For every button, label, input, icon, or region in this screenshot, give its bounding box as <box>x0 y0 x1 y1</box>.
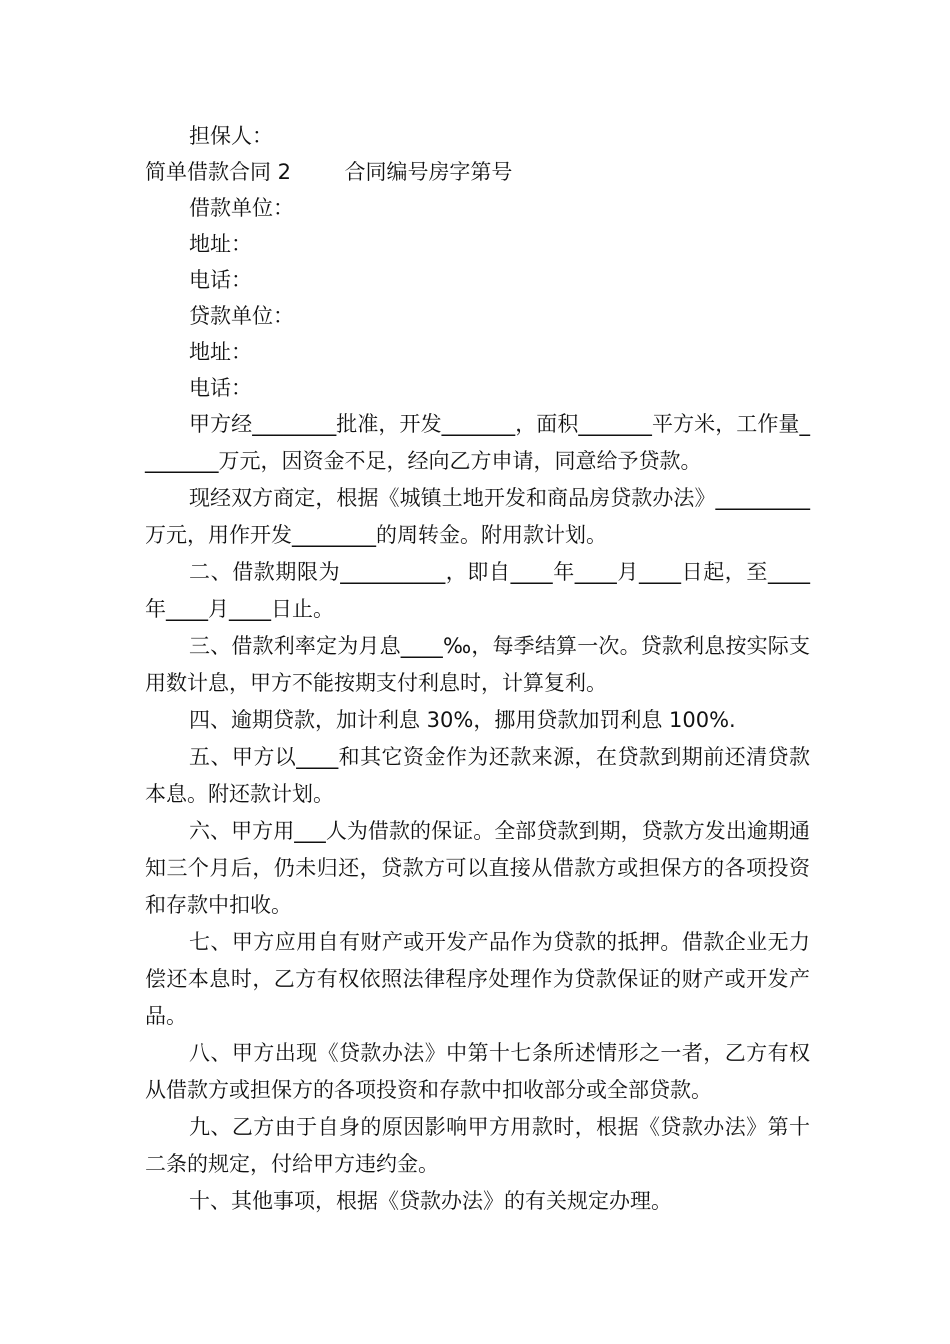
paragraph-repayment-source: 五、甲方以____和其它资金作为还款来源，在贷款到期前还清贷款本息。附还款计划。 <box>145 745 810 806</box>
document-body <box>145 118 810 1220</box>
paragraph-guarantee: 六、甲方用___人为借款的保证。全部贷款到期，贷款方发出逾期通知三个月后，仍未归还，贷款方可以直接从借款方或担保方的各项投资和存款中扣收。 <box>145 819 810 917</box>
paragraph-other-matters: 十、其他事项，根据《贷款办法》的有关规定办理。 <box>189 1189 672 1213</box>
guarantor-label: 担保人： <box>189 124 273 148</box>
borrower-phone-label: 电话： <box>189 268 252 292</box>
paragraph-collateral: 七、甲方应用自有财产或开发产品作为贷款的抵押。借款企业无力偿还本息时，乙方有权依照法律程序处理作为贷款保证的财产或开发产品。 <box>145 930 810 1028</box>
lender-address-label: 地址： <box>189 340 252 364</box>
paragraph-overdue: 四、逾期贷款，加计利息 30%，挪用贷款加罚利息 100%. <box>189 708 736 732</box>
paragraph-loan-amount: 现经双方商定，根据《城镇土地开发和商品房贷款办法》_________万元，用作开发________的周转金。附用款计划。 <box>145 486 810 547</box>
paragraph-loan-term: 二、借款期限为__________，即自____年____月____日起，至____年____月____日止。 <box>145 560 810 621</box>
borrower-address-label: 地址： <box>189 232 252 256</box>
paragraph-approval: 甲方经________批准，开发_______，面积_______平方米，工作量________万元，因资金不足，经向乙方申请，同意给予贷款。 <box>145 412 810 473</box>
paragraph-deduction: 八、甲方出现《贷款办法》中第十七条所述情形之一者，乙方有权从借款方或担保方的各项投资和存款中扣收部分或全部贷款。 <box>145 1041 810 1102</box>
borrower-unit-label: 借款单位： <box>189 196 294 220</box>
lender-unit-label: 贷款单位： <box>189 304 294 328</box>
contract-title: 简单借款合同 2 合同编号房字第号 <box>145 160 513 184</box>
lender-phone-label: 电话： <box>189 376 252 400</box>
paragraph-penalty: 九、乙方由于自身的原因影响甲方用款时，根据《贷款办法》第十二条的规定，付给甲方违约金。 <box>145 1115 810 1176</box>
paragraph-interest-rate: 三、借款利率定为月息____‰，每季结算一次。贷款利息按实际支用数计息，甲方不能按期支付利息时，计算复利。 <box>145 634 810 695</box>
